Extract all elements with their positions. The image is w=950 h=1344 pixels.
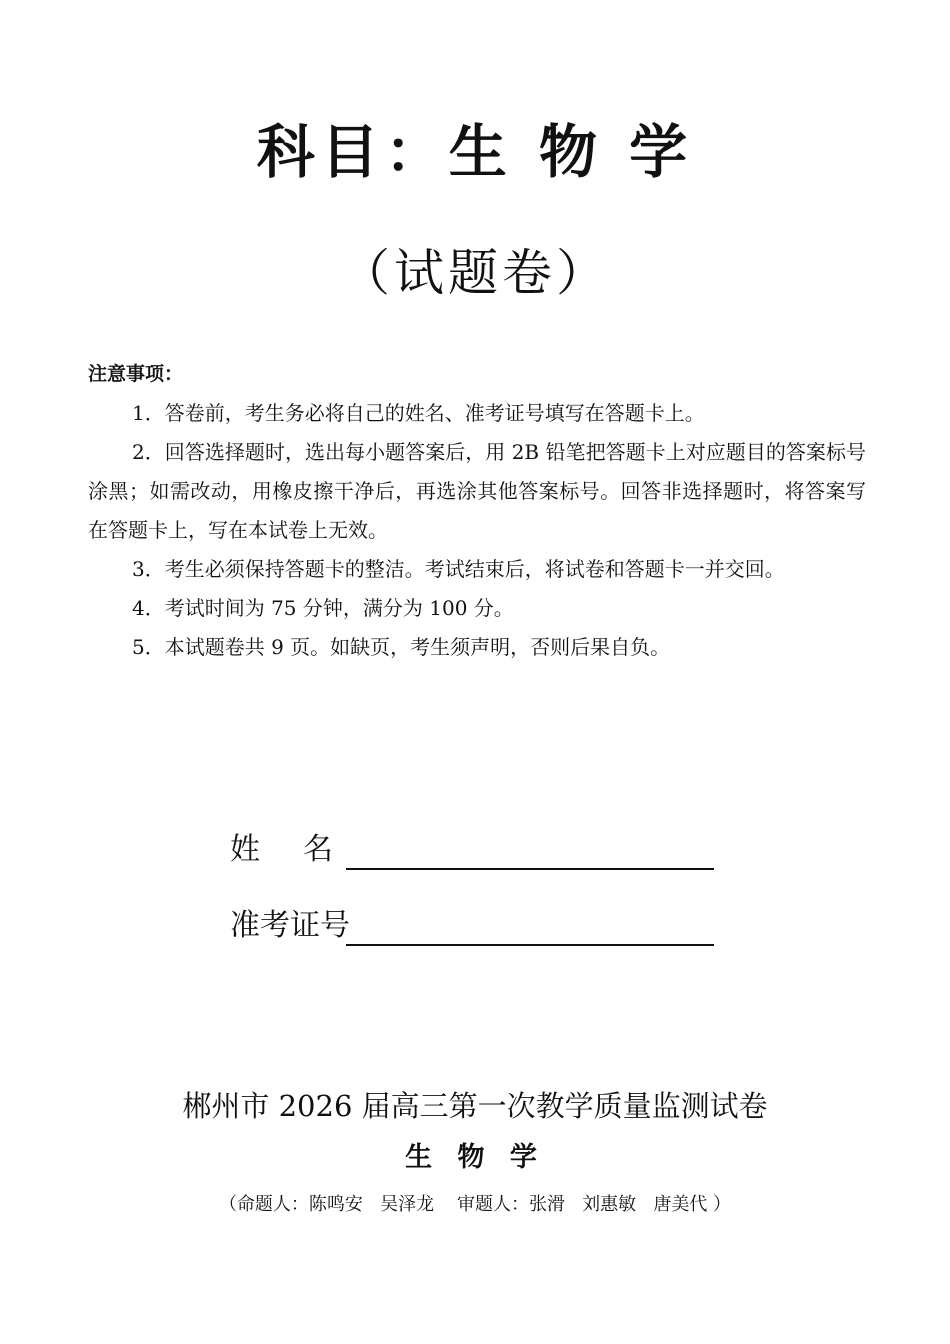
notice-section bbox=[88, 360, 866, 667]
notice-item: 4．考试时间为 75 分钟，满分为 100 分。 bbox=[132, 596, 514, 620]
subject-title: 科目：生 物 学 bbox=[256, 118, 694, 186]
name-field bbox=[230, 830, 714, 870]
paper-type-subtitle: （试题卷） bbox=[340, 244, 610, 302]
notice-heading: 注意事项： bbox=[88, 363, 184, 385]
exam-id-label: 准考证号 bbox=[230, 908, 350, 943]
notice-item: 1．答卷前，考生务必将自己的姓名、准考证号填写在答题卡上。 bbox=[132, 401, 705, 425]
notice-item: 2．回答选择题时，选出每小题答案后，用 2B 铅笔把答题卡上对应题目的答案标号涂黑；如需改动，用橡皮擦干净后，再选涂其他答案标号。回答非选择题时，将答案写在答题卡上，写在本试卷上无效。 bbox=[88, 440, 866, 542]
footer-subject: 生 物 学 bbox=[405, 1142, 545, 1173]
name-label: 姓名 bbox=[230, 832, 376, 867]
notice-item: 5．本试题卷共 9 页。如缺页，考生须声明，否则后果自负。 bbox=[132, 635, 671, 659]
author-credits: （命题人：陈鸣安 吴泽龙 审题人：张滑 刘惠敏 唐美代 ） bbox=[218, 1194, 732, 1215]
exam-id-field bbox=[230, 906, 714, 946]
notice-item: 3．考生必须保持答题卡的整洁。考试结束后，将试卷和答题卡一并交回。 bbox=[132, 557, 785, 581]
exam-id-blank-line[interactable] bbox=[346, 910, 714, 946]
exam-title: 郴州市 2026 届高三第一次教学质量监测试卷 bbox=[182, 1089, 768, 1123]
name-blank-line[interactable] bbox=[346, 834, 714, 870]
